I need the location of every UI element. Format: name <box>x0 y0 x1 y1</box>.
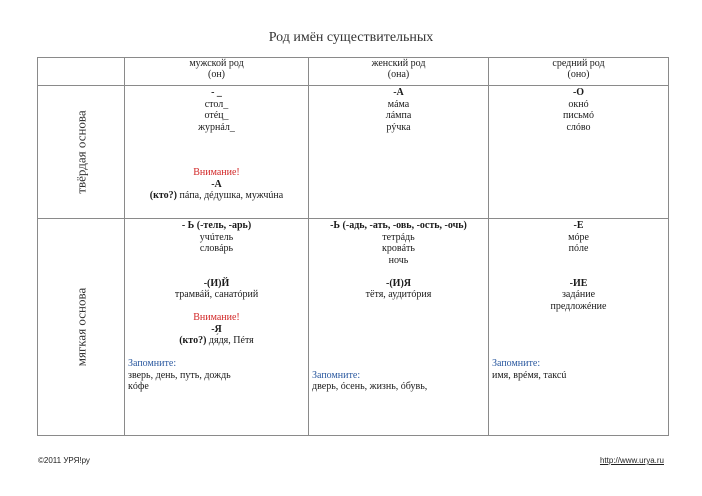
site-link[interactable]: http://www.urya.ru <box>599 456 664 465</box>
exception-words: (кто?) дя́дя, Пéтя <box>179 335 254 346</box>
example-word: мáма <box>387 98 410 110</box>
remember-label: Запомните: <box>128 358 177 369</box>
question-label: (кто?) <box>179 335 209 346</box>
example-word: отéц_ <box>204 110 229 121</box>
question-label: (кто?) <box>149 190 180 201</box>
example-word: лáмпа <box>385 110 412 121</box>
copyright: ©2011 УРЯ!ру <box>38 456 90 465</box>
exception-ending: -Я <box>211 323 222 335</box>
example-word: словáрь <box>199 243 234 254</box>
soft-feminine-cell <box>309 219 489 436</box>
example-word: журнáл_ <box>198 121 235 133</box>
ending: -(И)Й <box>203 277 230 289</box>
example-word: пóле <box>568 243 589 254</box>
row-label-hard <box>38 86 125 219</box>
header-feminine: женский род (она) <box>309 58 489 86</box>
remember-label: Запомните: <box>492 358 541 369</box>
ending: -Ь (-адь, -ать, -овь, -ость, -очь) <box>330 220 467 231</box>
remember-words: имя, врéмя, таксú <box>492 369 567 381</box>
attention-note: Внимание! <box>193 312 240 323</box>
gender-table <box>37 57 669 436</box>
header-masculine: мужской род (он) <box>125 58 309 86</box>
ending: -О <box>572 87 585 98</box>
ending: -ИЕ <box>569 277 588 289</box>
example-word: задáние <box>561 289 596 300</box>
example-word: трамвáй, санатóрий <box>174 289 259 300</box>
soft-masculine-cell <box>125 219 309 436</box>
ending: -А <box>393 87 404 98</box>
exception-words: (кто?) пáпа, дéдушка, мужчúна <box>149 190 284 201</box>
row-label-soft <box>38 219 125 436</box>
example-word: рýчка <box>386 121 411 133</box>
example-word: слóво <box>566 121 591 133</box>
example-word: учúтель <box>199 231 234 243</box>
header-row <box>38 58 669 86</box>
ending: -Е <box>573 220 584 231</box>
remember-label: Запомните: <box>312 369 361 381</box>
hard-stem-row <box>38 86 669 219</box>
exception-ending: -А <box>211 178 222 190</box>
hard-masculine-cell <box>125 86 309 219</box>
ending: -(И)Я <box>386 277 411 289</box>
soft-stem-row <box>38 219 669 436</box>
remember-words: зверь, день, путь, дождь <box>128 369 231 381</box>
attention-note: Внимание! <box>193 167 240 178</box>
example-word: окнó <box>568 98 589 110</box>
remember-words: дверь, óсень, жизнь, óбувь, <box>312 381 428 392</box>
soft-stem-label: мягкая основа <box>73 287 89 367</box>
example-word: предложéние <box>550 300 607 312</box>
example-word: мóре <box>568 231 589 243</box>
hard-stem-label: твёрдая основа <box>73 110 89 194</box>
page-title: Род имён существительных <box>268 30 434 45</box>
hard-feminine-cell <box>309 86 489 219</box>
example-word: стол_ <box>204 98 229 110</box>
hard-neuter-cell <box>489 86 669 219</box>
ending: - Ь (-тель, -арь) <box>181 220 252 231</box>
example-word: письмó <box>562 110 595 121</box>
example-word: тётя, аудитóрия <box>365 289 432 300</box>
example-word: ночь <box>388 254 409 266</box>
corner-cell <box>38 58 125 86</box>
header-neuter: средний род (оно) <box>489 58 669 86</box>
example-word: кровáть <box>382 243 415 254</box>
example-word: тетрáдь <box>382 231 415 243</box>
soft-neuter-cell <box>489 219 669 436</box>
ending: - _ <box>211 87 222 98</box>
remember-words: кóфе <box>128 381 149 392</box>
